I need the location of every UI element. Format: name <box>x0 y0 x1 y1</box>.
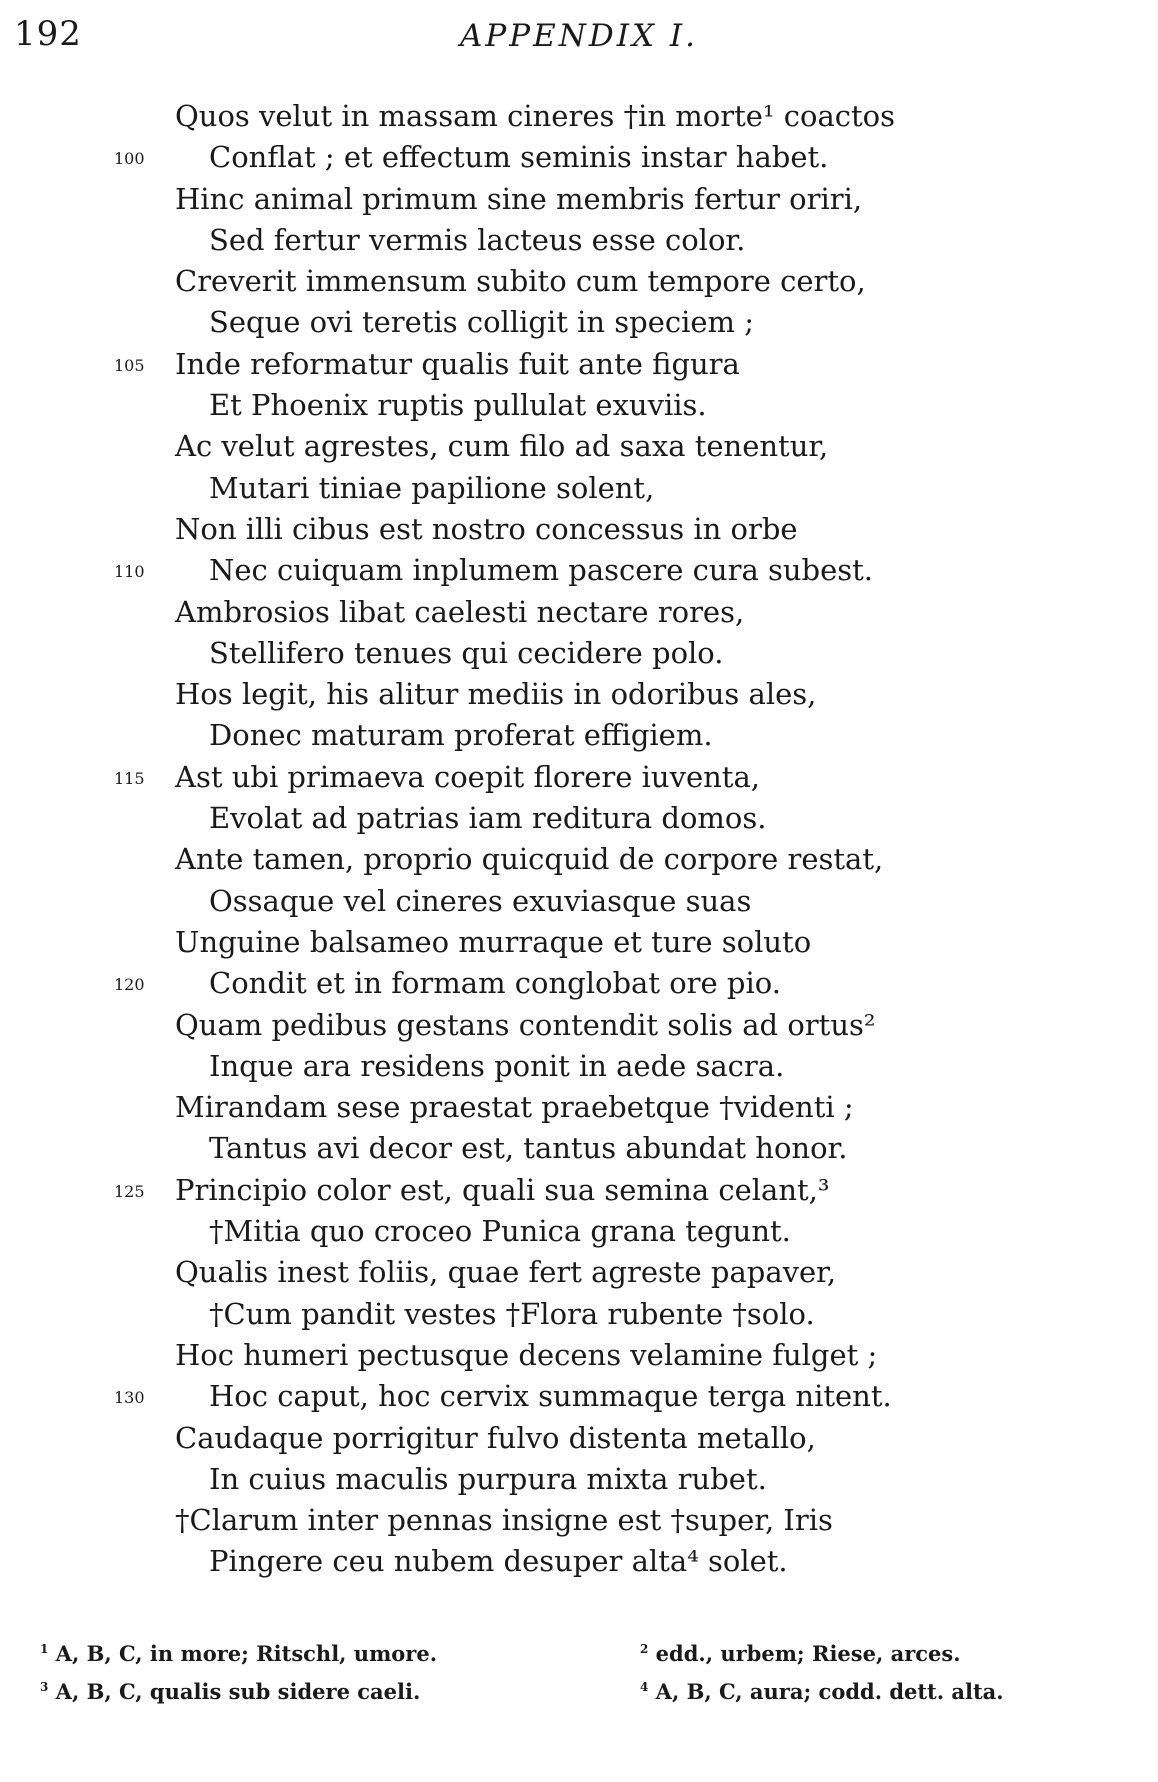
line-number: 115 <box>114 768 145 788</box>
verse-text: Mutari tiniae papilione solent, <box>209 470 655 505</box>
footnote-3 <box>40 1668 420 1711</box>
verse-line <box>0 426 1158 467</box>
verse-line <box>0 96 1158 137</box>
verse-line <box>0 509 1158 550</box>
line-number: 120 <box>114 975 145 995</box>
verse-text: †Clarum inter pennas insigne est †super, Iris <box>175 1503 833 1538</box>
line-number: 110 <box>114 562 145 582</box>
verse-line <box>0 1211 1158 1252</box>
verse-line <box>0 633 1158 674</box>
footnote-text: edd., urbem; Riese, arces. <box>655 1641 961 1666</box>
footnotes <box>40 1630 1120 1706</box>
footnote-row <box>40 1630 1120 1668</box>
verse-text: Ossaque vel cineres exuviasque suas <box>209 883 752 918</box>
line-number: 100 <box>114 149 145 169</box>
footnote-2 <box>640 1630 961 1673</box>
verse-line <box>0 839 1158 880</box>
verse-text: Ante tamen, proprio quicquid de corpore restat, <box>175 842 884 877</box>
verse-line <box>0 1252 1158 1293</box>
verse-text: Ambrosios libat caelesti nectare rores, <box>175 594 745 629</box>
verse-line <box>0 220 1158 261</box>
footnote-mark: 2 <box>640 1642 649 1656</box>
footnote-mark: 3 <box>40 1680 49 1694</box>
verse-text: Hos legit, his alitur mediis in odoribus ales, <box>175 677 817 712</box>
verse-line <box>0 798 1158 839</box>
verse-text: Ast ubi primaeva coepit florere iuventa, <box>175 759 760 794</box>
verse-text: Inde reformatur qualis fuit ante figura <box>175 346 740 381</box>
verse-text: Creverit immensum subito cum tempore certo, <box>175 264 866 299</box>
verse-text: †Mitia quo croceo Punica grana tegunt. <box>209 1214 791 1249</box>
verse-line <box>0 468 1158 509</box>
verse-text: In cuius maculis purpura mixta rubet. <box>209 1461 767 1496</box>
verse-line <box>0 550 1158 591</box>
verse-line <box>0 385 1158 426</box>
verse-line <box>0 179 1158 220</box>
verse-line <box>0 1087 1158 1128</box>
verse-line <box>0 674 1158 715</box>
verse-text: Pingere ceu nubem desuper alta⁴ solet. <box>209 1544 788 1579</box>
line-number: 125 <box>114 1181 145 1201</box>
verse-line <box>0 715 1158 756</box>
footnote-text: A, B, C, in more; Ritschl, umore. <box>55 1641 438 1666</box>
verse-line <box>0 1418 1158 1459</box>
verse-text: Unguine balsameo murraque et ture soluto <box>175 924 812 959</box>
verse-line <box>0 592 1158 633</box>
verse-line <box>0 1294 1158 1335</box>
page-number: 192 <box>14 14 82 54</box>
footnote-text: A, B, C, aura; codd. dett. alta. <box>655 1679 1004 1704</box>
verse-text: Conflat ; et effectum seminis instar habet. <box>209 140 829 175</box>
verse-text: Stellifero tenues qui cecidere polo. <box>209 635 724 670</box>
verse-text: Hoc humeri pectusque decens velamine fulget ; <box>175 1337 878 1372</box>
verse-line <box>0 1500 1158 1541</box>
verse-line <box>0 1170 1158 1211</box>
verse-line <box>0 1128 1158 1169</box>
poem-text <box>0 96 1158 1583</box>
verse-line <box>0 1541 1158 1582</box>
verse-text: Caudaque porrigitur fulvo distenta metallo, <box>175 1420 816 1455</box>
verse-line <box>0 922 1158 963</box>
verse-text: Principio color est, quali sua semina celant,³ <box>175 1172 830 1207</box>
verse-text: Quos velut in massam cineres †in morte¹ coactos <box>175 99 895 133</box>
line-number: 105 <box>114 355 145 375</box>
verse-text: Ac velut agrestes, cum filo ad saxa tenentur, <box>175 429 829 464</box>
verse-line <box>0 137 1158 178</box>
verse-text: Hoc caput, hoc cervix summaque terga nitent. <box>209 1379 892 1414</box>
verse-text: Inque ara residens ponit in aede sacra. <box>209 1048 785 1083</box>
line-number: 130 <box>114 1388 145 1408</box>
footnote-mark: 4 <box>640 1680 649 1694</box>
verse-text: Non illi cibus est nostro concessus in orbe <box>175 511 798 546</box>
verse-text: Tantus avi decor est, tantus abundat honor. <box>209 1131 848 1166</box>
verse-line <box>0 881 1158 922</box>
footnote-row <box>40 1668 1120 1706</box>
verse-text: Donec maturam proferat effigiem. <box>209 718 713 753</box>
verse-line <box>0 344 1158 385</box>
verse-text: Evolat ad patrias iam reditura domos. <box>209 801 767 836</box>
running-head: APPENDIX I. <box>460 18 698 54</box>
footnote-4 <box>640 1668 1004 1711</box>
verse-line <box>0 757 1158 798</box>
verse-text: Mirandam sese praestat praebetque †videnti ; <box>175 1090 854 1125</box>
verse-text: Nec cuiquam inplumem pascere cura subest. <box>209 553 873 588</box>
verse-line <box>0 1376 1158 1417</box>
verse-text: †Cum pandit vestes †Flora rubente †solo. <box>209 1296 815 1331</box>
verse-text: Et Phoenix ruptis pullulat exuviis. <box>209 388 707 423</box>
verse-line <box>0 1046 1158 1087</box>
verse-line <box>0 1459 1158 1500</box>
verse-line <box>0 1005 1158 1046</box>
verse-text: Quam pedibus gestans contendit solis ad ortus² <box>175 1007 876 1042</box>
verse-line <box>0 302 1158 343</box>
verse-line <box>0 1335 1158 1376</box>
footnote-1 <box>40 1630 437 1673</box>
verse-line <box>0 963 1158 1004</box>
footnote-mark: 1 <box>40 1642 49 1656</box>
verse-text: Seque ovi teretis colligit in speciem ; <box>209 305 755 340</box>
footnote-text: A, B, C, qualis sub sidere caeli. <box>55 1679 421 1704</box>
verse-text: Condit et in formam conglobat ore pio. <box>209 966 781 1001</box>
verse-text: Qualis inest foliis, quae fert agreste papaver, <box>175 1255 837 1290</box>
verse-text: Hinc animal primum sine membris fertur oriri, <box>175 181 863 216</box>
verse-line <box>0 261 1158 302</box>
verse-text: Sed fertur vermis lacteus esse color. <box>209 222 746 257</box>
